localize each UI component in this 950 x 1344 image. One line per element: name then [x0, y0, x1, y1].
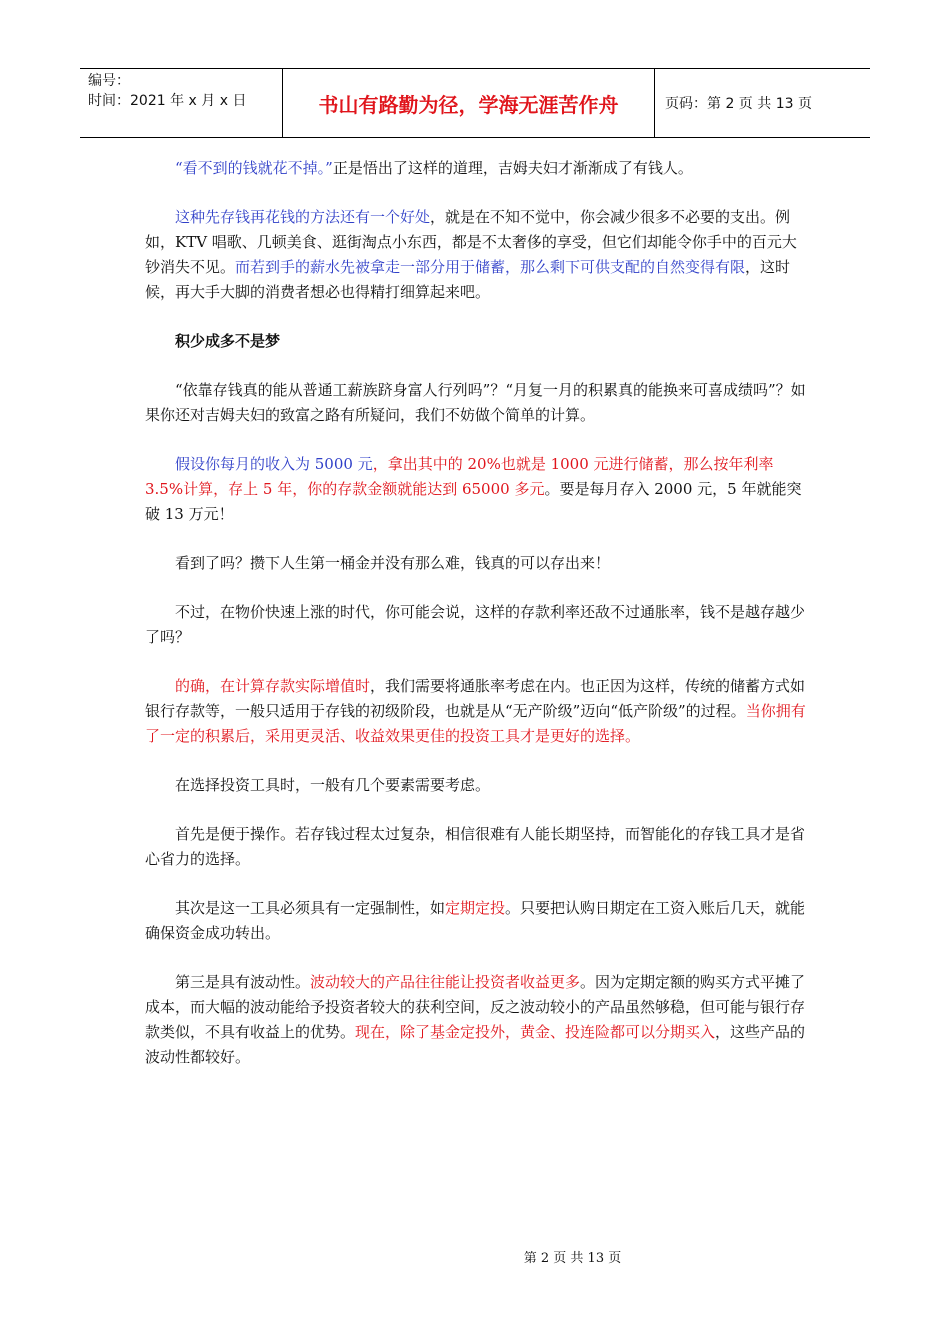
header-meta: [80, 69, 283, 137]
text-segment: 其次是这一工具必须具有一定强制性，如: [175, 899, 446, 917]
text-segment: 。因为定期定额的购买方式平摊了成本，而大幅的波动能给予投资者较大的获利空间，反之波动较小的产品虽然够稳，但可能与银行存款类似，不具有收益上的优势。: [145, 973, 806, 1041]
text-segment: ，这时候，再大手大脚的消费者想必也得精打细算起来吧。: [145, 258, 791, 301]
page-header: [80, 68, 870, 138]
text-segment: 。只要把认购日期定在工资入账后几天，就能确保资金成功转出。: [145, 899, 806, 942]
body-paragraph: [145, 822, 810, 872]
body-paragraph: [145, 896, 810, 946]
text-segment: 第三是具有波动性。: [175, 973, 311, 991]
text-segment: ，拿出其中的 20%也就是 1000 元进行储蓄，那么按年利率 3.5%计算，存上 5 年，你的存款金额就能达到 65000 多元: [145, 455, 774, 498]
body-paragraph: [145, 674, 810, 749]
text-segment: 看到了吗？攒下人生第一桶金并没有那么难，钱真的可以存出来！: [175, 554, 611, 572]
body-paragraph: [145, 156, 810, 181]
page-footer: 第 2 页 共 13 页: [523, 1251, 622, 1266]
body-paragraph: [145, 452, 810, 527]
header-motto: 书山有路勤为径，学海无涯苦作舟: [283, 69, 655, 137]
body-paragraph: [145, 600, 810, 650]
text-segment: 的确，在计算存款实际增值时: [175, 677, 371, 695]
body-paragraph: [145, 551, 810, 576]
section-heading: [145, 329, 810, 354]
text-segment: 波动较大的产品往往能让投资者收益更多: [310, 973, 581, 991]
text-segment: 在选择投资工具时，一般有几个要素需要考虑。: [175, 776, 491, 794]
body-paragraph: [145, 378, 810, 428]
document-number-label: 编号：: [88, 73, 130, 89]
body-paragraph: [145, 970, 810, 1070]
text-segment: 不过，在物价快速上涨的时代，你可能会说，这样的存款利率还敌不过通胀率，钱不是越存越少了吗？: [145, 603, 806, 646]
text-segment: 现在，除了基金定投外，黄金、投连险都可以分期买入: [355, 1023, 716, 1041]
text-segment: 这种先存钱再花钱的方法还有一个好处: [175, 208, 431, 226]
text-segment: ，这些产品的波动性都较好。: [145, 1023, 806, 1066]
text-segment: ，就是在不知不觉中，你会减少很多不必要的支出。例如，KTV 唱歌、几顿美食、逛街淘点小东西，都是不太奢侈的享受，但它们却能令你手中的百元大钞消失不见。: [145, 208, 797, 276]
text-segment: 假设你每月的收入为 5000 元: [175, 455, 373, 473]
text-segment: 积少成多不是梦: [175, 332, 281, 350]
body-paragraph: [145, 205, 810, 305]
text-segment: 当你拥有了一定的积累后，采用更灵活、收益效果更佳的投资工具才是更好的选择。: [145, 702, 806, 745]
header-page-info: 页码：第 2 页 共 13 页: [665, 96, 812, 112]
text-segment: 而若到手的薪水先被拿走一部分用于储蓄，那么剩下可供支配的自然变得有限: [235, 258, 746, 276]
text-segment: 。要是每月存入 2000 元，5 年就能突破 13 万元！: [145, 480, 802, 523]
text-segment: “依靠存钱真的能从普通工薪族跻身富人行列吗”？“月复一月的积累真的能换来可喜成绩吗”？如果你还对吉姆夫妇的致富之路有所疑问，我们不妨做个简单的计算。: [145, 381, 806, 424]
text-segment: 首先是便于操作。若存钱过程太过复杂，相信很难有人能长期坚持，而智能化的存钱工具才是省心省力的选择。: [145, 825, 806, 868]
document-time: 时间：2021 年 x 月 x 日: [88, 93, 247, 109]
document-body: [145, 156, 810, 1094]
body-paragraph: [145, 773, 810, 798]
text-segment: 正是悟出了这样的道理，吉姆夫妇才渐渐成了有钱人。: [332, 159, 693, 177]
text-segment: “看不到的钱就花不掉。”: [175, 159, 333, 177]
text-segment: ，我们需要将通胀率考虑在内。也正因为这样，传统的储蓄方式如银行存款等，一般只适用于存钱的初级阶段，也就是从“无产阶级”迈向“低产阶级”的过程。: [145, 677, 806, 720]
text-segment: 定期定投: [445, 899, 506, 917]
